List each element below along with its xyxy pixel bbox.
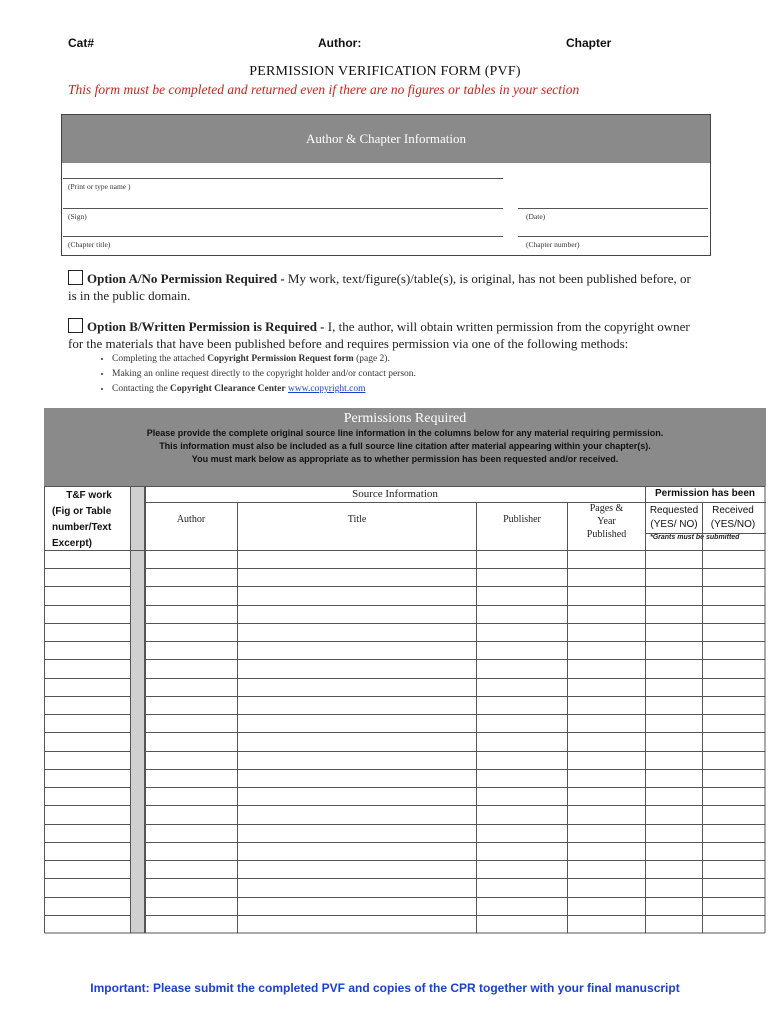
permissions-line-1: Please provide the complete original source line information in the columns below for any material requiring permission. (146, 428, 664, 438)
permissions-title: Permissions Required (343, 411, 467, 426)
chapter-title-label: (Chapter title) (68, 240, 111, 249)
publisher-col-header: Publisher (503, 514, 541, 525)
print-name-label: (Print or type name ) (68, 182, 131, 191)
permissions-band (44, 408, 766, 486)
table-grid (44, 486, 766, 934)
date-label: (Date) (526, 212, 546, 221)
form-subtitle: This form must be completed and returned even if there are no figures or tables in your section (68, 82, 580, 97)
chapter-title-line[interactable] (63, 236, 503, 237)
option-b-text: I, the author, will obtain written permission from the copyright owner for the materials that have been published before and requires permission via one of the following methods: (68, 319, 690, 351)
permissions-line-3: You must mark below as appropriate as to whether permission has been requested and/or received. (191, 454, 619, 464)
sign-line[interactable] (63, 208, 503, 209)
cat-label: Cat# (68, 36, 95, 50)
received-header: Received (YES/NO) (710, 505, 756, 530)
option-b-methods (68, 352, 712, 397)
chapter-number-label: (Chapter number) (526, 240, 580, 249)
sign-label: (Sign) (68, 212, 87, 221)
option-b-checkbox[interactable] (68, 318, 83, 333)
option-b (68, 318, 698, 352)
permission-header: Permission has been (654, 488, 756, 499)
date-line[interactable] (518, 208, 708, 209)
grants-note: *Grants must be submitted (650, 534, 740, 541)
author-chapter-band: Author & Chapter Information (62, 115, 710, 163)
chapter-label: Chapter (566, 36, 612, 50)
name-line[interactable] (63, 178, 503, 179)
option-a-label: Option A/No Permission Required - (87, 271, 285, 286)
form-title: PERMISSION VERIFICATION FORM (PVF) (249, 64, 521, 79)
author-col-header: Author (176, 514, 206, 525)
tf-work-header: T&F work (Fig or Table number/Text Excerpt) (52, 490, 112, 549)
requested-header: Requested (YES/ NO) (649, 505, 699, 530)
option-a-checkbox[interactable] (68, 270, 83, 285)
pages-year-col-header: Pages & Year Published (586, 503, 627, 540)
title-col-header: Title (347, 514, 367, 525)
method-item: • Completing the attached Copyright Permission Request form (page 2). (112, 352, 712, 367)
permissions-line-2: This information must also be included as a full source line citation after material appearing within your chapter(s). (159, 441, 651, 451)
chapter-number-line[interactable] (518, 236, 708, 237)
option-b-label: Option B/Written Permission is Required - (87, 319, 325, 334)
method-item: • Making an online request directly to the copyright holder and/or contact person. (112, 367, 712, 382)
permissions-table (44, 486, 766, 934)
copyright-link[interactable]: www.copyright.com (287, 384, 366, 394)
author-chapter-box (61, 114, 711, 256)
author-label: Author: (318, 36, 362, 50)
method-item: • Contacting the Copyright Clearance Center www.copyright.com (112, 382, 712, 397)
important-note: Important: Please submit the completed PVF and copies of the CPR together with your final manuscript (90, 981, 680, 995)
option-a-text: My work, text/figure(s)/table(s), is original, has not been published before, or is in the public domain. (68, 271, 691, 303)
source-info-header: Source Information (352, 488, 438, 500)
option-a (68, 270, 698, 304)
